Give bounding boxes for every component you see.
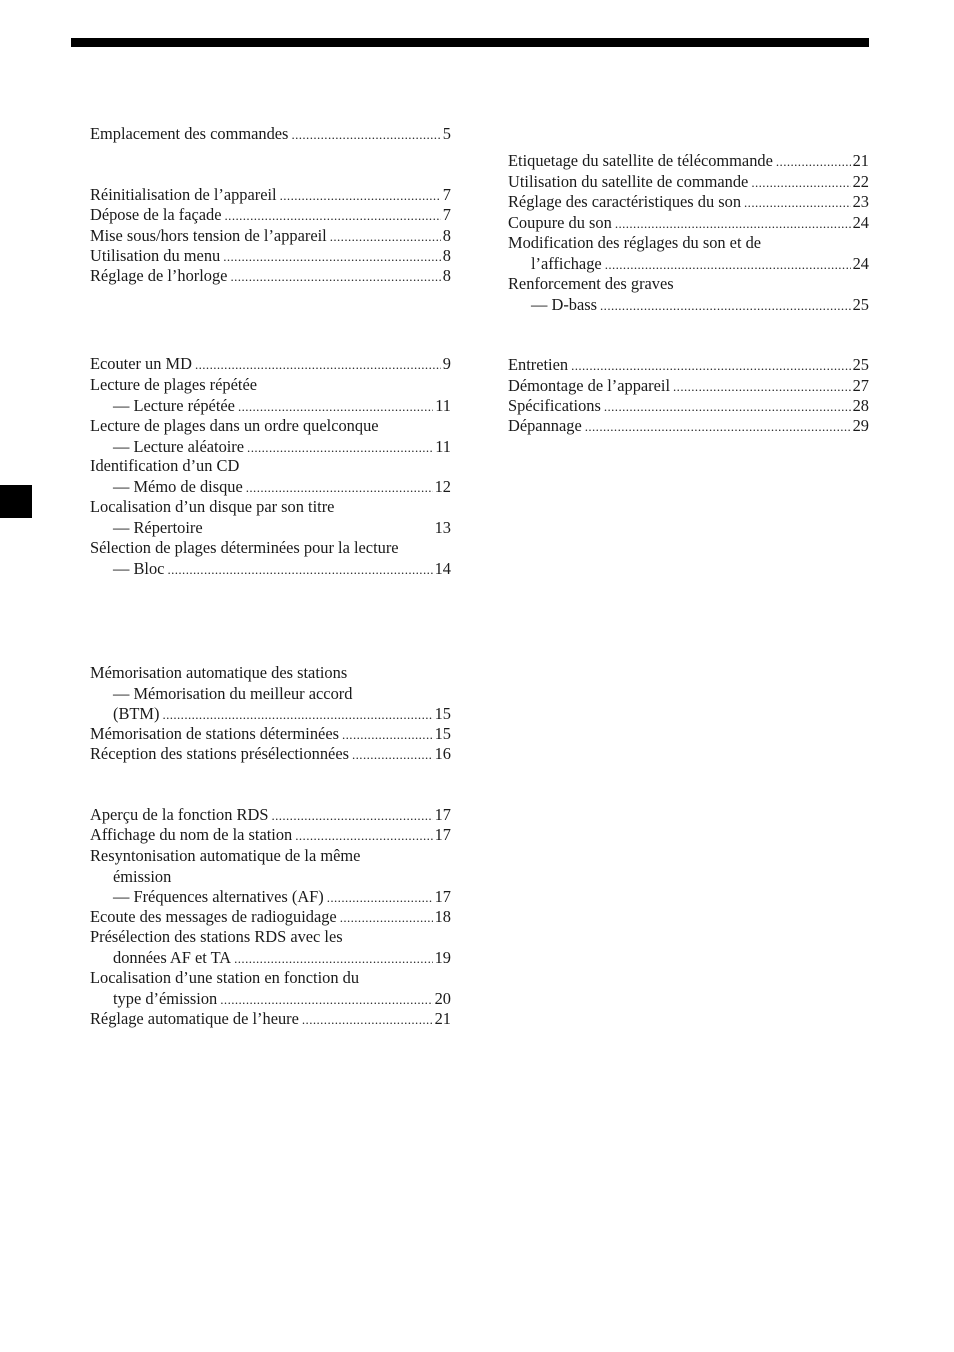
toc-entry-title: Présélection des stations RDS avec les xyxy=(90,927,343,946)
dot-leader xyxy=(247,437,433,459)
toc-page-number: 9 xyxy=(442,354,451,373)
toc-line xyxy=(90,416,451,437)
toc-line xyxy=(508,416,869,437)
toc-entry-title: Réglage de l’horloge xyxy=(90,266,228,285)
dot-leader xyxy=(615,213,851,235)
dot-leader xyxy=(342,724,433,746)
toc-line xyxy=(508,172,869,193)
toc-entry[interactable] xyxy=(90,927,451,968)
toc-page-number: 22 xyxy=(852,172,869,191)
toc-entry[interactable] xyxy=(90,538,451,579)
dot-leader xyxy=(585,416,851,438)
toc-entry-title: type d’émission xyxy=(113,988,218,1008)
toc-line xyxy=(90,805,451,826)
dot-leader xyxy=(776,151,851,173)
toc-page-number: 12 xyxy=(434,476,451,496)
dot-leader xyxy=(162,704,432,726)
toc-entry-title: Localisation d’une station en fonction du xyxy=(90,968,360,987)
dot-leader xyxy=(225,205,441,227)
toc-page-number: 17 xyxy=(434,887,451,906)
toc-line xyxy=(90,704,451,725)
toc-entry-title: Resyntonisation automatique de la même xyxy=(90,846,361,865)
toc-entry-title: Sélection de plages déterminées pour la lecture xyxy=(90,538,399,557)
toc-entry[interactable] xyxy=(90,375,451,416)
toc-entry[interactable] xyxy=(90,805,451,826)
dot-leader xyxy=(271,805,432,827)
toc-page-number: 27 xyxy=(852,376,869,395)
toc-line xyxy=(90,497,451,518)
toc-entry-title: Lecture de plages dans un ordre quelconque xyxy=(90,416,379,435)
toc-entry-title: Emplacement des commandes xyxy=(90,124,289,143)
toc-entry-title: — D-bass xyxy=(531,294,598,314)
toc-line xyxy=(90,846,451,867)
toc-entry-title: Dépose de la façade xyxy=(90,205,222,224)
toc-entry[interactable] xyxy=(508,396,869,417)
toc-page-number: 21 xyxy=(852,151,869,170)
toc-entry-title: Mémorisation de stations déterminées xyxy=(90,724,339,743)
toc-line xyxy=(508,396,869,417)
toc-page-number: 11 xyxy=(435,395,451,415)
toc-entry-title: Identification d’un CD xyxy=(90,456,240,475)
toc-entry-title: l’affichage xyxy=(531,253,602,273)
toc-entry[interactable] xyxy=(508,151,869,172)
dot-leader xyxy=(291,124,440,146)
toc-entry-title: Dépannage xyxy=(508,416,582,435)
toc-page-number: 25 xyxy=(852,294,869,314)
toc-entry-title: Etiquetage du satellite de télécommande xyxy=(508,151,773,170)
toc-page-number: 11 xyxy=(435,436,451,456)
toc-entry[interactable] xyxy=(90,124,451,145)
toc-entry-title: Réglage automatique de l’heure xyxy=(90,1009,299,1028)
toc-line xyxy=(90,907,451,928)
toc-page-number: 17 xyxy=(434,825,451,844)
toc-entry-title: Réception des stations présélectionnées xyxy=(90,744,349,763)
toc-entry-title: données AF et TA xyxy=(113,947,232,967)
toc-entry-title: Utilisation du satellite de commande xyxy=(508,172,749,191)
dot-leader xyxy=(238,396,433,418)
toc-entry-title: — Lecture aléatoire xyxy=(113,436,245,456)
toc-line xyxy=(508,376,869,397)
toc-entry[interactable] xyxy=(90,246,451,267)
toc-page-number: 24 xyxy=(852,213,869,232)
toc-entry-title: Coupure du son xyxy=(508,213,612,232)
toc-line xyxy=(90,477,451,498)
dot-leader xyxy=(673,376,851,398)
dot-leader xyxy=(744,192,851,214)
toc-entry-title: — Mémo de disque xyxy=(113,476,243,496)
toc-page-number: 17 xyxy=(434,805,451,824)
toc-entry-title: Modification des réglages du son et de xyxy=(508,233,762,252)
toc-page-number: 15 xyxy=(434,704,451,723)
toc-entry[interactable] xyxy=(508,355,869,376)
toc-line xyxy=(90,518,451,539)
toc-line xyxy=(90,989,451,1010)
toc-page-number: 16 xyxy=(434,744,451,763)
dot-leader xyxy=(234,948,432,970)
toc-line xyxy=(508,254,869,275)
toc-line xyxy=(508,192,869,213)
toc-entry[interactable] xyxy=(90,968,451,1009)
toc-entry-title: Aperçu de la fonction RDS xyxy=(90,805,269,824)
toc-page-number: 14 xyxy=(434,558,451,578)
toc-entry[interactable] xyxy=(90,266,451,287)
dot-leader xyxy=(167,559,432,581)
section-tab-marker xyxy=(0,485,32,518)
dot-leader xyxy=(220,989,432,1011)
toc-entry[interactable] xyxy=(90,226,451,247)
dot-leader xyxy=(340,907,433,929)
toc-line xyxy=(508,151,869,172)
toc-entry-title: Spécifications xyxy=(508,396,601,415)
toc-line xyxy=(508,213,869,234)
toc-line xyxy=(508,295,869,316)
toc-page-number: 19 xyxy=(434,947,451,967)
toc-line xyxy=(90,744,451,765)
toc-line xyxy=(90,948,451,969)
top-rule xyxy=(71,38,869,47)
toc-entry[interactable] xyxy=(90,846,451,908)
dot-leader xyxy=(571,355,851,377)
toc-line xyxy=(90,456,451,477)
toc-entry-title: Ecoute des messages de radioguidage xyxy=(90,907,337,926)
dot-leader xyxy=(302,1009,433,1031)
toc-entry[interactable] xyxy=(90,497,451,538)
toc-entry[interactable] xyxy=(508,172,869,193)
toc-page-number: 28 xyxy=(852,396,869,415)
toc-entry[interactable] xyxy=(508,274,869,315)
toc-line xyxy=(90,663,451,684)
toc-line xyxy=(90,724,451,745)
dot-leader xyxy=(330,226,441,248)
toc-entry-title: émission xyxy=(113,866,172,886)
toc-line xyxy=(90,124,451,145)
toc-page-number: 7 xyxy=(442,205,451,224)
toc-line xyxy=(90,205,451,226)
toc-entry-title: Réinitialisation de l’appareil xyxy=(90,185,277,204)
toc-entry-title: — Lecture répétée xyxy=(113,395,235,415)
toc-page-number: 8 xyxy=(442,246,451,265)
toc-page-number: 7 xyxy=(442,185,451,204)
toc-page-number: 8 xyxy=(442,226,451,245)
toc-entry[interactable] xyxy=(508,376,869,397)
toc-entry-title: Démontage de l’appareil xyxy=(508,376,671,395)
toc-entry-title: Ecouter un MD xyxy=(90,354,192,373)
toc-line xyxy=(90,927,451,948)
toc-line xyxy=(90,246,451,267)
toc-page-number: 8 xyxy=(442,266,451,285)
toc-line xyxy=(90,684,451,705)
toc-line xyxy=(90,396,451,417)
toc-line xyxy=(90,226,451,247)
toc-page-number: 5 xyxy=(442,124,451,143)
dot-leader xyxy=(352,744,433,766)
dot-leader xyxy=(604,396,851,418)
toc-page-number: 21 xyxy=(434,1009,451,1028)
toc-entry-title: Utilisation du menu xyxy=(90,246,221,265)
dot-leader xyxy=(246,477,433,499)
dot-leader xyxy=(280,185,441,207)
toc-entry[interactable] xyxy=(508,233,869,274)
dot-leader xyxy=(223,246,441,268)
toc-entry[interactable] xyxy=(90,1009,451,1030)
toc-entry-title: Mise sous/hors tension de l’appareil xyxy=(90,226,327,245)
dot-leader xyxy=(751,172,850,194)
toc-entry-title: — Répertoire xyxy=(113,517,203,537)
toc-line xyxy=(90,887,451,908)
toc-entry-title: Entretien xyxy=(508,355,569,374)
toc-entry-title: Lecture de plages répétée xyxy=(90,375,257,394)
toc-entry-title: — Fréquences alternatives (AF) xyxy=(113,887,324,906)
toc-entry-title: — Bloc xyxy=(113,558,165,578)
toc-line xyxy=(508,274,869,295)
toc-page-number: 20 xyxy=(434,988,451,1008)
toc-entry-title: Renforcement des graves xyxy=(508,274,674,293)
toc-entry[interactable] xyxy=(90,205,451,226)
dot-leader xyxy=(605,254,851,276)
toc-entry[interactable] xyxy=(90,663,451,725)
toc-line xyxy=(508,233,869,254)
toc-entry[interactable] xyxy=(90,185,451,206)
toc-entry[interactable] xyxy=(508,192,869,213)
toc-line xyxy=(90,375,451,396)
toc-line xyxy=(90,867,451,888)
toc-entry-title: Localisation d’un disque par son titre xyxy=(90,497,335,516)
dot-leader xyxy=(600,295,851,317)
toc-entry[interactable] xyxy=(90,354,451,375)
toc-entry-title: Réglage des caractéristiques du son xyxy=(508,192,742,211)
toc-line xyxy=(90,354,451,375)
toc-entry[interactable] xyxy=(508,416,869,437)
dot-leader xyxy=(327,887,433,909)
toc-line xyxy=(90,266,451,287)
toc-page-number: 15 xyxy=(434,724,451,743)
toc-entry[interactable] xyxy=(90,744,451,765)
toc-entry-title: (BTM) xyxy=(113,704,160,723)
toc-page-number: 13 xyxy=(434,517,451,537)
toc-entry[interactable] xyxy=(90,825,451,846)
dot-leader xyxy=(195,354,441,376)
dot-leader xyxy=(230,266,440,288)
dot-leader xyxy=(295,825,432,847)
toc-entry[interactable] xyxy=(90,416,451,457)
toc-entry[interactable] xyxy=(90,724,451,745)
toc-line xyxy=(508,355,869,376)
toc-line xyxy=(90,559,451,580)
toc-page-number: 18 xyxy=(434,907,451,926)
toc-page-number: 25 xyxy=(852,355,869,374)
toc-line xyxy=(90,825,451,846)
toc-entry[interactable] xyxy=(508,213,869,234)
toc-entry-title: Mémorisation automatique des stations xyxy=(90,663,348,682)
toc-line xyxy=(90,437,451,458)
toc-entry-title: — Mémorisation du meilleur accord xyxy=(113,683,353,703)
toc-line xyxy=(90,968,451,989)
toc-entry[interactable] xyxy=(90,456,451,497)
toc-line xyxy=(90,1009,451,1030)
toc-page-number: 29 xyxy=(852,416,869,435)
toc-line xyxy=(90,185,451,206)
toc-page-number: 23 xyxy=(852,192,869,211)
toc-entry-title: Affichage du nom de la station xyxy=(90,825,293,844)
toc-line xyxy=(90,538,451,559)
toc-page-number: 24 xyxy=(852,253,869,273)
toc-entry[interactable] xyxy=(90,907,451,928)
